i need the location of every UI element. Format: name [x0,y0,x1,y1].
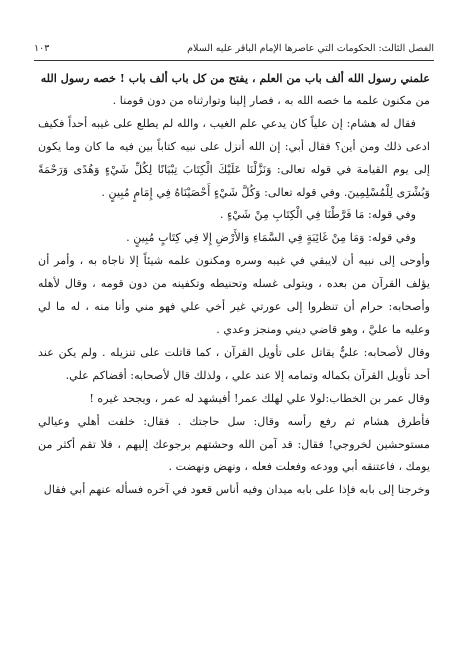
paragraph: وفي قوله: وَمَا مِنْ غَائِبَةٍ فِي السَّمَاءِ وَالأَرْضِ إِلا فِي كِتَابٍ مُبِينٍ . [126,231,416,245]
paragraph: علمني رسول الله ألف باب من العلم ، يفتح من كل باب ألف باب ! خصه رسول الله [40,71,430,85]
paragraph: فقال له هشام: إن علياً كان يدعي علم الغيب ، والله لم يطلع على غيبه أحداً فكيف ادعى ذلك ومن أين؟ فقال أبي: إن الله أنزل على نبيه كتاباً بين فيه ما كان وما يكون إلى يوم القيامة في قوله تعالى: وَنَزَّلْنَا عَلَيْكَ الْكِتَابَ تِبْيَانًا لِكُلِّ شَيْءٍ وَهُدًى وَرَحْمَةً وَبُشْرَى لِلْمُسْلِمِينَ. وفي قوله تعالى: وَكُلَّ شَيْءٍ أَحْصَيْنَاهُ فِي إِمَامٍ مُبِينٍ . [38,116,430,199]
paragraph: وفي قوله: مَا فَرَّطْنَا فِي الْكِتَابِ مِنْ شَيْءٍ . [219,208,416,222]
paragraph: وقال لأصحابه: عليٌّ يقاتل على تأويل القرآن ، كما قاتلت على تنزيله . ولم يكن عند أحد تأويل القرآن بكماله وتمامه إلا عند علي ، ولذلك قال لأصحابه: أقضاكم علي. [38,345,430,382]
chapter-title: الفصل الثالث: الحكومات التي عاصرها الإمام الباقر عليه السلام [187,43,434,54]
paragraph: فأطرق هشام ثم رفع رأسه وقال: سل حاجتك . فقال: خلفت أهلي وعيالي مستوحشين لخروجي! فقال: قد آمن الله وحشتهم برجوعك إليهم ، فلا تقم أكثر من يومك ، فاعتنقه أبي وودعه وفعلت فعله ، ونهض ونهضت . [38,414,430,474]
running-header [34,40,434,58]
page-number: ١٠٣ [34,43,50,54]
paragraph: من مكنون علمه ما خصه الله به ، فصار إلينا وتوارثناه من دون قومنا . [112,93,430,107]
page-body [38,67,430,502]
paragraph: وأوحى إلى نبيه أن لايبقي في غيبه وسره ومكنون علمه شيئاً إلا ناجاه به ، وأمر أن يؤلف القرآن من بعده ، ويتولى غسله وتحنيطه وتكفينه من دون قومه ، وقال لأهله وأصحابه: حرام أن تنظروا إلى عورتي غير أخي علي فهو مني وأنا منه ، له ما لي وعليه ما عليَّ ، وهو قاضي ديني ومنجز وعدي . [38,254,430,336]
paragraph: وقال عمر بن الخطاب:لولا علي لهلك عمر! أفيشهد له عمر ، ويجحد غيره ! [89,391,430,405]
header-divider [34,60,434,61]
paragraph: وخرجنا إلى بابه فإذا على بابه ميدان وفيه أناس قعود في آخره فسأله عنهم أبي فقال [43,483,430,497]
